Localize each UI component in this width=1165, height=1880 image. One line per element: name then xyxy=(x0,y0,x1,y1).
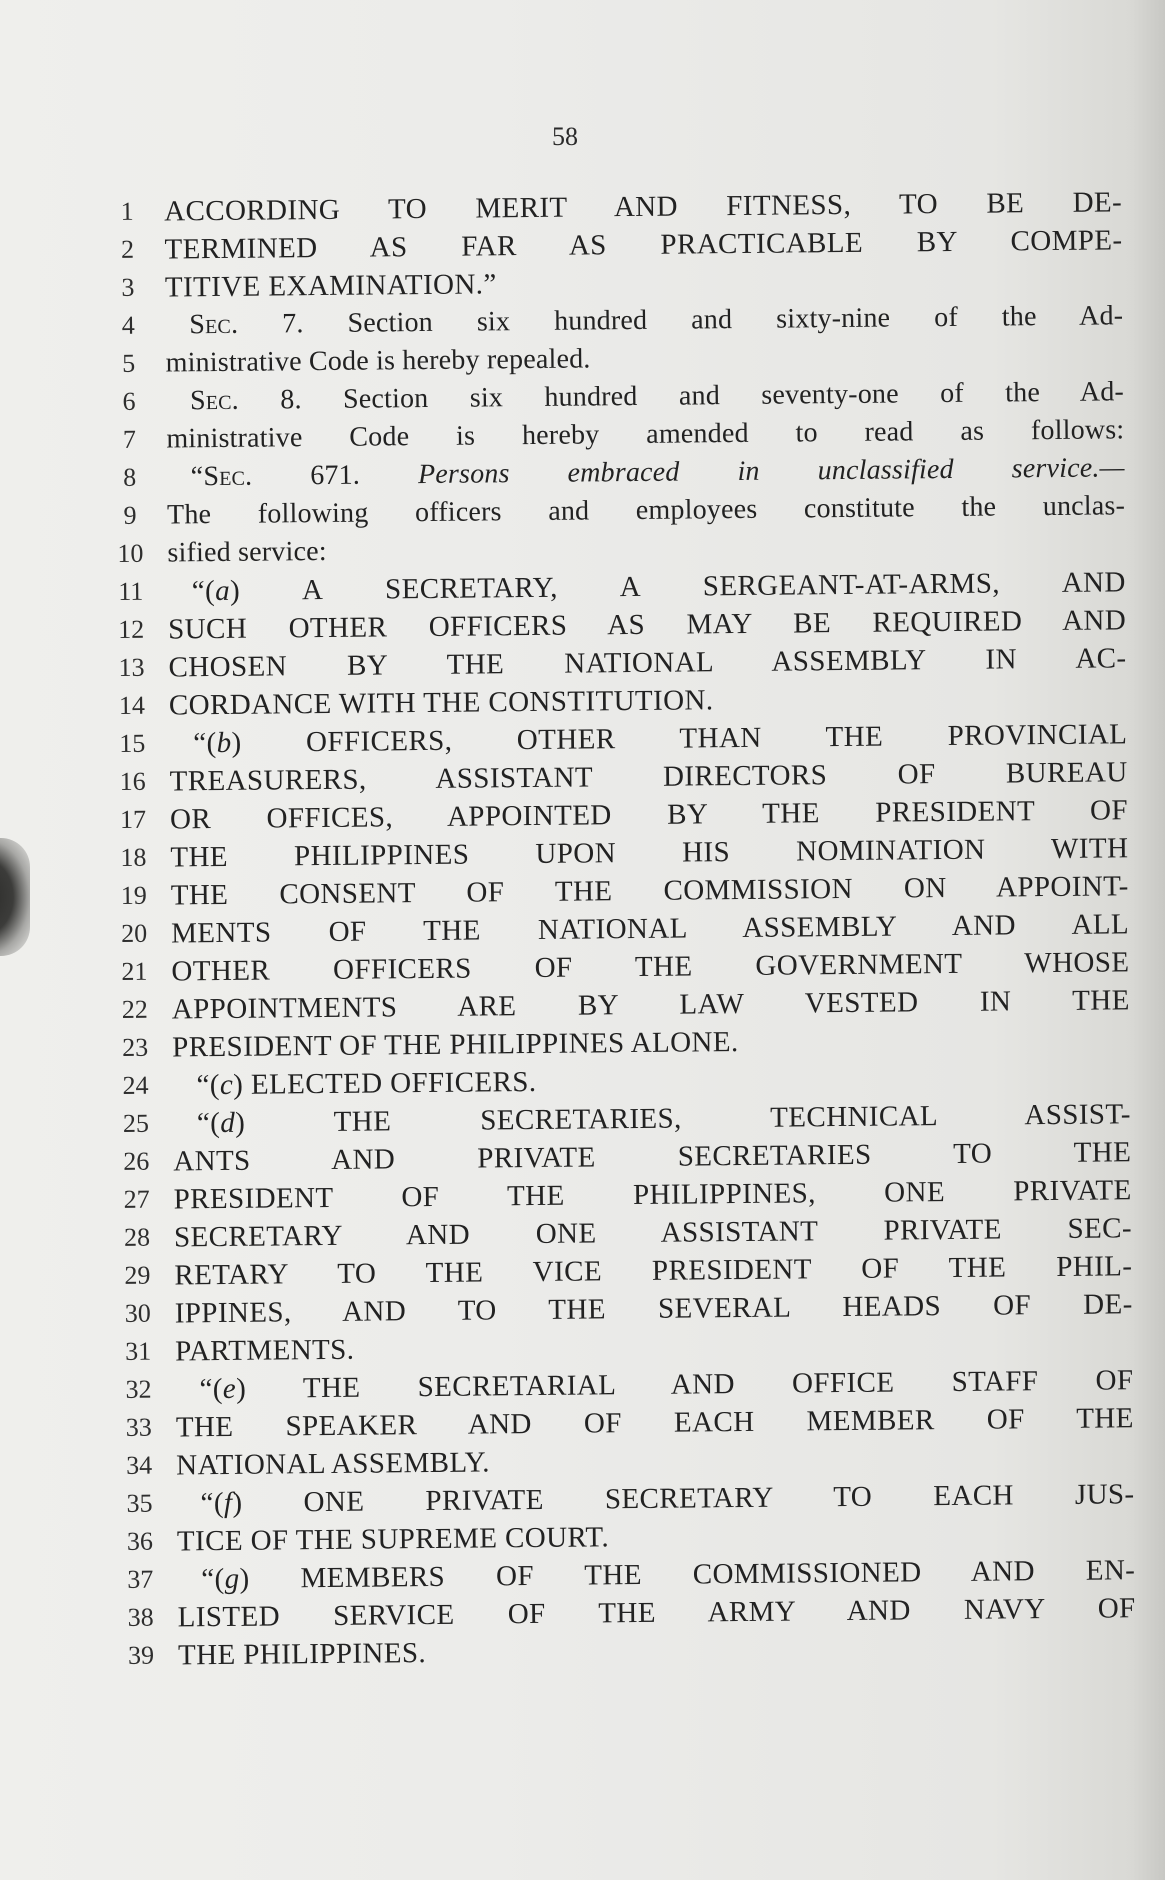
line-text: TREASURERS, ASSISTANT DIRECTORS OF BUREAU xyxy=(169,756,1128,798)
line-text: SUCH OTHER OFFICERS AS MAY BE REQUIRED AND xyxy=(168,604,1127,646)
line-body: ) THE SECRETARIES, TECHNICAL ASSIST- xyxy=(235,1098,1132,1139)
line-number: 19 xyxy=(120,880,147,910)
line-number: 7 xyxy=(122,424,137,454)
clause-letter: e xyxy=(222,1372,237,1405)
line-number: 5 xyxy=(121,348,136,378)
line-body: ) ONE PRIVATE SECRETARY TO EACH JUS- xyxy=(232,1478,1135,1519)
line-text: ANTS AND PRIVATE SECRETARIES TO THE xyxy=(173,1136,1132,1178)
line-text: The following officers and employees constitute the unclas- xyxy=(166,490,1126,531)
open-quote: “( xyxy=(196,1107,221,1140)
line-number: 31 xyxy=(124,1336,152,1366)
line-number: 24 xyxy=(122,1070,149,1100)
line-number: 4 xyxy=(121,310,135,340)
line-text: CORDANCE WITH THE CONSTITUTION. xyxy=(168,684,714,722)
line-number: 34 xyxy=(126,1450,153,1480)
section-abbrev: Sec. xyxy=(189,308,239,341)
line-number: 3 xyxy=(121,272,135,302)
line-text: PARTMENTS. xyxy=(174,1333,355,1368)
line-number: 13 xyxy=(118,652,145,682)
line-body: 8. Section six hundred and seventy-one of the Ad- xyxy=(238,376,1125,416)
line-text: ACCORDING TO MERIT AND FITNESS, TO BE DE- xyxy=(164,186,1123,228)
thumb-shadow xyxy=(0,838,30,956)
open-quote: “( xyxy=(196,1069,221,1102)
line-number: 26 xyxy=(123,1146,150,1176)
line-number: 35 xyxy=(126,1488,153,1518)
open-quote: “( xyxy=(200,1486,225,1520)
line-number: 39 xyxy=(127,1640,155,1670)
section-abbrev: Sec. xyxy=(189,384,240,417)
line-text: TITIVE EXAMINATION.” xyxy=(164,268,497,304)
line-text: THE PHILIPPINES UPON HIS NOMINATION WITH xyxy=(170,832,1129,874)
line-text: APPOINTMENTS ARE BY LAW VESTED IN THE xyxy=(171,984,1130,1026)
line-number: 36 xyxy=(126,1526,154,1556)
clause-letter: b xyxy=(216,726,232,760)
line-body: ) OFFICERS, OTHER THAN THE PROVINCIAL xyxy=(231,718,1128,759)
line-text: THE CONSENT OF THE COMMISSION ON APPOINT- xyxy=(170,870,1129,912)
section-abbrev: Sec. xyxy=(203,460,253,493)
line-text: CHOSEN BY THE NATIONAL ASSEMBLY IN AC- xyxy=(168,642,1127,684)
page-number: 58 xyxy=(552,122,578,151)
line-text: THE SPEAKER AND OF EACH MEMBER OF THE xyxy=(175,1402,1134,1444)
line-number: 17 xyxy=(119,804,147,834)
line-number: 8 xyxy=(123,462,137,492)
line-text: TICE OF THE SUPREME COURT. xyxy=(176,1521,610,1558)
line-number: 37 xyxy=(127,1564,154,1594)
line-text: SECRETARY AND ONE ASSISTANT PRIVATE SEC- xyxy=(173,1212,1133,1254)
open-quote: “ xyxy=(190,461,204,493)
line-body: ) ELECTED OFFICERS. xyxy=(233,1065,537,1101)
line-number: 10 xyxy=(117,538,144,568)
line-number: 28 xyxy=(123,1222,151,1252)
line-number: 22 xyxy=(121,994,148,1024)
text-block xyxy=(112,183,1136,1675)
clause-letter: a xyxy=(215,574,231,608)
line-number: 30 xyxy=(124,1298,151,1328)
line-text: ministrative Code is hereby repealed. xyxy=(165,343,591,379)
line-number: 11 xyxy=(118,576,144,606)
line-number: 27 xyxy=(123,1184,150,1214)
open-quote: “( xyxy=(199,1372,223,1406)
line-number: 12 xyxy=(118,614,145,644)
line-number: 25 xyxy=(122,1108,150,1138)
line-text: LISTED SERVICE OF THE ARMY AND NAVY OF xyxy=(177,1592,1136,1634)
line-text: NATIONAL ASSEMBLY. xyxy=(176,1446,491,1482)
line-number: 15 xyxy=(119,728,146,758)
line-number: 14 xyxy=(118,690,146,720)
line-number: 2 xyxy=(120,234,135,264)
line-text: OR OFFICES, APPOINTED BY THE PRESIDENT OF xyxy=(169,794,1129,836)
line-number: 18 xyxy=(120,842,147,872)
line-text: RETARY TO THE VICE PRESIDENT OF THE PHIL- xyxy=(174,1250,1133,1292)
line-number: 16 xyxy=(119,766,146,796)
line-text: sified service: xyxy=(167,535,327,569)
line-number: 29 xyxy=(124,1260,151,1290)
line-number: 23 xyxy=(122,1032,149,1062)
clause-letter: g xyxy=(224,1562,240,1595)
line-body: 671. xyxy=(252,459,419,492)
line-number: 32 xyxy=(125,1374,152,1404)
line-text: THE PHILIPPINES. xyxy=(177,1637,427,1672)
open-quote: “( xyxy=(201,1562,225,1596)
line-body: ) A SECRETARY, A SERGEANT-AT-ARMS, AND xyxy=(229,566,1126,607)
clause-letter: f xyxy=(223,1486,233,1519)
line-body: 7. Section six hundred and sixty-nine of the Ad- xyxy=(238,300,1124,340)
line-text: TERMINED AS FAR AS PRACTICABLE BY COMPE- xyxy=(164,224,1123,266)
line-number: 38 xyxy=(127,1602,154,1632)
line-number: 21 xyxy=(121,956,148,986)
line-body: ) THE SECRETARIAL AND OFFICE STAFF OF xyxy=(235,1364,1134,1405)
clause-letter: d xyxy=(220,1106,236,1140)
section-heading: Persons embraced in unclassified service.— xyxy=(417,452,1125,491)
open-quote: “( xyxy=(193,727,217,760)
line-number: 33 xyxy=(125,1412,152,1442)
line-number: 20 xyxy=(120,918,148,948)
line-text: OTHER OFFICERS OF THE GOVERNMENT WHOSE xyxy=(171,946,1130,988)
line-body: ) MEMBERS OF THE COMMISSIONED AND EN- xyxy=(239,1554,1136,1595)
line-text: PRESIDENT OF THE PHILIPPINES, ONE PRIVATE xyxy=(173,1174,1132,1216)
clause-letter: c xyxy=(219,1068,234,1102)
line-text: MENTS OF THE NATIONAL ASSEMBLY AND ALL xyxy=(170,908,1130,950)
line-text: ministrative Code is hereby amended to read as follows: xyxy=(166,414,1125,455)
line-number: 9 xyxy=(123,500,137,530)
line-text: PRESIDENT OF THE PHILIPPINES ALONE. xyxy=(172,1026,739,1064)
open-quote: “( xyxy=(191,575,216,608)
line-number: 6 xyxy=(122,386,136,416)
line-text: IPPINES, AND TO THE SEVERAL HEADS OF DE- xyxy=(174,1288,1133,1330)
line-number: 1 xyxy=(120,196,134,226)
